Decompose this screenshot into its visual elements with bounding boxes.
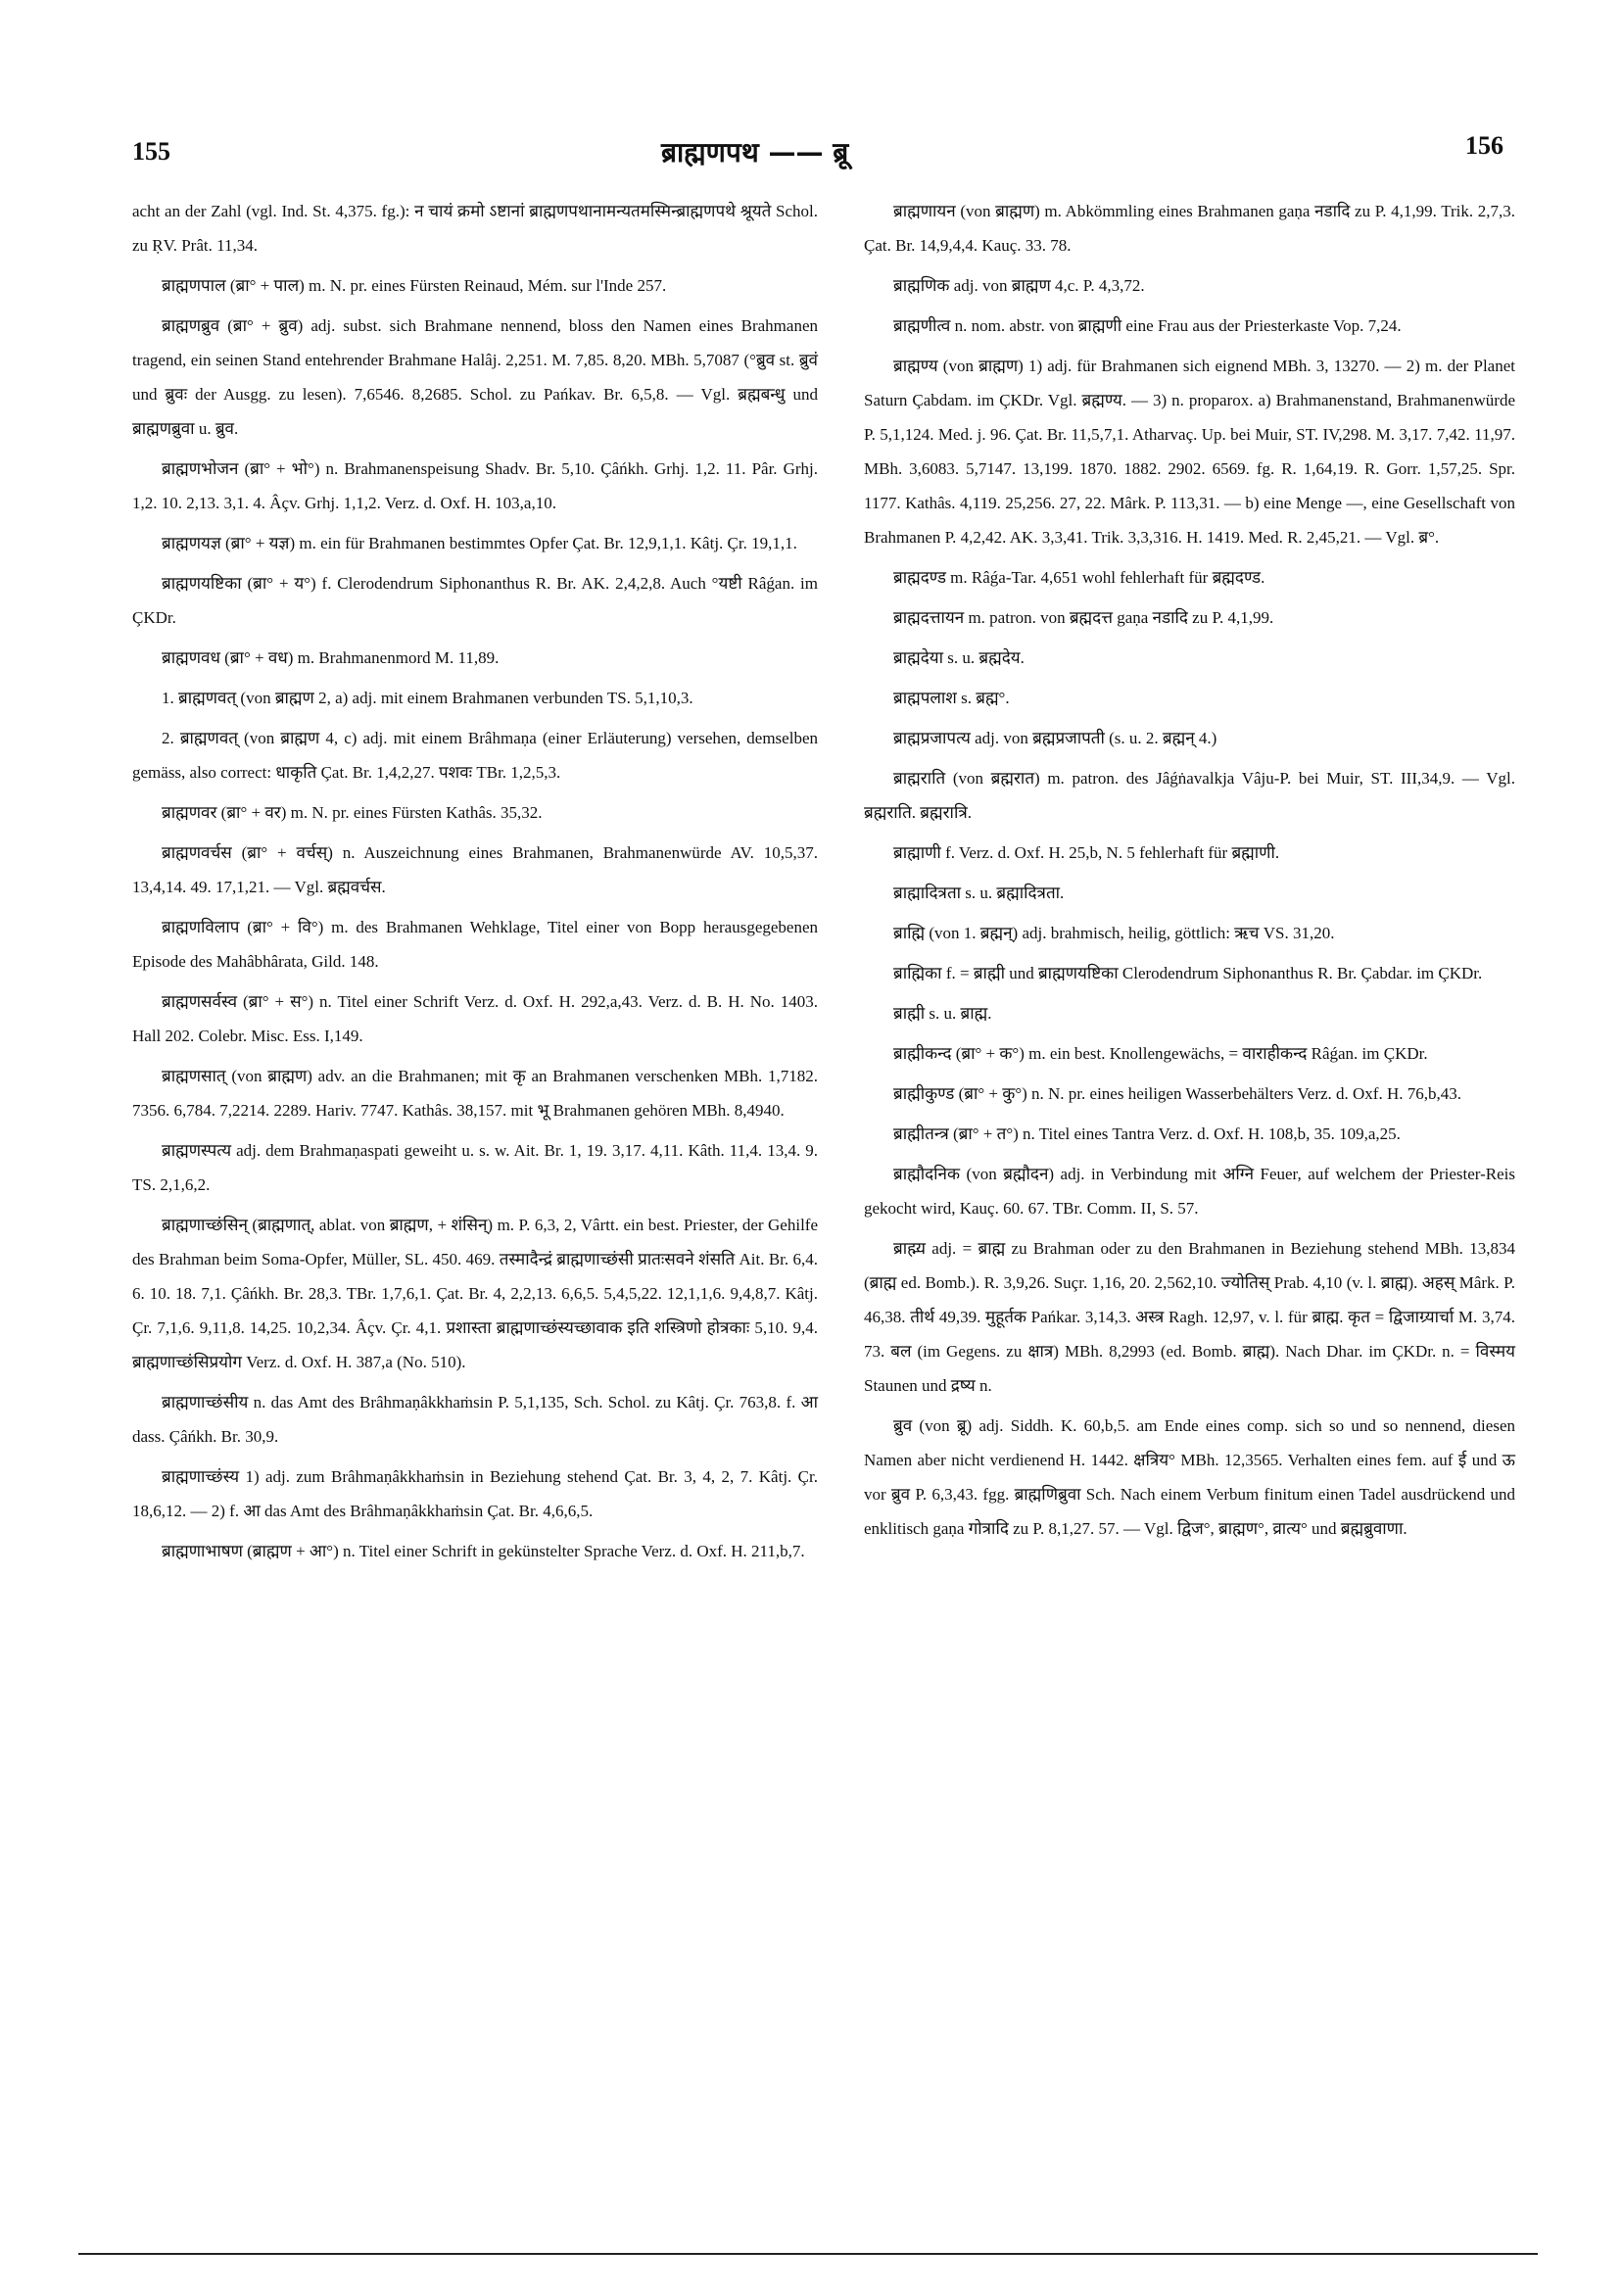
dictionary-entry: ब्राह्मीतन्त्र (ब्रा° + त°) n. Titel eines Tantra Verz. d. Oxf. H. 108,b, 35. 109,a,25.: [893, 1124, 1401, 1143]
dictionary-entry: ब्राह्मणवर (ब्रा° + वर) m. N. pr. eines Fürsten Kathâs. 35,32.: [162, 803, 543, 822]
dictionary-entry: ब्राह्मणाच्छंसीय n. das Amt des Brâhmaṇâkkhaṁsin P. 5,1,135, Sch. Schol. zu Kâtj. Çr. 763,8. f. आ dass. Çâńkh. Br. 30,9.: [132, 1393, 818, 1446]
dictionary-entry: ब्राह्मणपाल (ब्रा° + पाल) m. N. pr. eines Fürsten Reinaud, Mém. sur l'Inde 257.: [162, 276, 667, 295]
dictionary-entry: ब्राह्मदेया s. u. ब्रह्मदेय.: [893, 648, 1025, 667]
dictionary-entry: ब्राह्मपलाश s. ब्रह्म°.: [893, 689, 1010, 707]
dictionary-entry: ब्राह्मणायन (von ब्राह्मण) m. Abkömmling eines Brahmanen gaṇa नडादि zu P. 4,1,99. Trik. 2,7,3. Çat. Br. 14,9,4,4. Kauç. 33. 78.: [864, 202, 1515, 255]
dictionary-entry: ब्राह्मणयज्ञ (ब्रा° + यज्ञ) m. ein für Brahmanen bestimmtes Opfer Çat. Br. 12,9,1,1. Kâtj. Çr. 19,1,1.: [162, 534, 797, 552]
dictionary-entry: ब्राह्मण्य (von ब्राह्मण) 1) adj. für Brahmanen sich eignend MBh. 3, 13270. — 2) m. der Planet Saturn Çabdam. im ÇKDr. Vgl. ब्रह्मण्य. — 3) n. proparox. a) Brahmanenstand, Brahmanenwürde P. 5,1,124. Med. j. 96. Çat. Br. 11,5,7,1. Atharvaç. Up. bei Muir, ST. IV,298. M. 3,17. 7,42. 11,97. MBh. 3,6083. 5,7147. 13,199. 1870. 1882. 2902. 6569. fg. R. 1,64,19. R. Gorr. 1,57,25. Spr. 1177. Kathâs. 4,119. 25,256. 27, 22. Mârk. P. 113,31. — b) eine Menge —, eine Gesellschaft von Brahmanen P. 4,2,42. AK. 3,3,41. Trik. 3,3,316. H. 1419. Med. R. 2,45,21. — Vgl. ब्र°.: [864, 357, 1515, 547]
dictionary-entry: ब्राह्मौदनिक (von ब्रह्मौदन) adj. in Verbindung mit अग्नि Feuer, auf welchem der Priester-Reis gekocht wird, Kauç. 60. 67. TBr. Comm. II, S. 57.: [864, 1165, 1515, 1218]
right-column: [864, 194, 1515, 1552]
page-number-left: 155: [132, 137, 170, 166]
dictionary-entry: ब्राह्मराति (von ब्रह्मरात) m. patron. des Jâǵṅavalkja Vâju-P. bei Muir, ST. III,34,9. — Vgl. ब्रह्मराति. ब्रह्मरात्रि.: [864, 769, 1515, 822]
dictionary-entry: ब्राह्मिका f. = ब्राह्मी und ब्राह्मणयष्टिका Clerodendrum Siphonanthus R. Br. Çabdar. im ÇKDr.: [893, 964, 1483, 982]
running-head: ब्राह्मणपथ —— ब्रू: [661, 136, 849, 168]
dictionary-entry: ब्राह्मप्रजापत्य adj. von ब्रह्मप्रजापती (s. u. 2. ब्रह्मन् 4.): [893, 729, 1217, 747]
page-number-right: 156: [1465, 131, 1503, 160]
dictionary-entry: ब्राह्मणविलाप (ब्रा° + वि°) m. des Brahmanen Wehklage, Titel einer von Bopp herausgegebenen Episode des Mahâbhârata, Gild. 148.: [132, 918, 818, 971]
dictionary-entry: ब्राह्मणब्रुव (ब्रा° + ब्रुव) adj. subst. sich Brahmane nennend, bloss den Namen eines Brahmanen tragend, ein seinen Stand entehrender Brahmane Halâj. 2,251. M. 7,85. 8,20. MBh. 5,7087 (°ब्रुव st. ब्रुवं und ब्रुवः der Ausgg. zu lesen). 7,6546. 8,2685. Schol. zu Pańkav. Br. 6,5,8. — Vgl. ब्रह्मबन्धु und ब्राह्मणब्रुवा u. ब्रुव.: [132, 316, 818, 438]
dictionary-entry: ब्राह्मणाभाषण (ब्राह्मण + आ°) n. Titel einer Schrift in gekünstelter Sprache Verz. d. Oxf. H. 211,b,7.: [162, 1542, 805, 1560]
dictionary-entry: ब्राह्मणसात् (von ब्राह्मण) adv. an die Brahmanen; mit कृ an Brahmanen verschenken MBh. 1,7182. 7356. 6,784. 7,2214. 2289. Hariv. 7747. Kathâs. 38,157. mit भू Brahmanen gehören MBh. 8,4940.: [132, 1067, 818, 1120]
dictionary-entry: ब्राह्माणी f. Verz. d. Oxf. H. 25,b, N. 5 fehlerhaft für ब्रह्माणी.: [893, 843, 1280, 862]
dictionary-entry: ब्राह्मणयष्टिका (ब्रा° + य°) f. Clerodendrum Siphonanthus R. Br. AK. 2,4,2,8. Auch °यष्टी Râǵan. im ÇKDr.: [132, 574, 818, 627]
dictionary-entry: ब्राह्मणवर्चस (ब्रा° + वर्चस्) n. Auszeichnung eines Brahmanen, Brahmanenwürde AV. 10,5,37. 13,4,14. 49. 17,1,21. — Vgl. ब्रह्मवर्चस.: [132, 843, 818, 896]
dictionary-entry: 2. ब्राह्मणवत् (von ब्राह्मण 4, c) adj. mit einem Brâhmaṇa (einer Erläuterung) versehen, demselben gemäss, also correct: धाकृति Çat. Br. 1,4,2,27. पशवः TBr. 1,2,5,3.: [132, 729, 818, 782]
left-column: [132, 194, 818, 1574]
dictionary-entry: ब्राह्मणवध (ब्रा° + वध) m. Brahmanenmord M. 11,89.: [162, 648, 500, 667]
dictionary-entry: ब्राह्मणस्पत्य adj. dem Brahmaṇaspati geweiht u. s. w. Ait. Br. 1, 19. 3,17. 4,11. Kâth. 11,4. 13,4. 9. TS. 2,1,6,2.: [132, 1141, 818, 1194]
dictionary-entry: ब्रुव (von ब्रू) adj. Siddh. K. 60,b,5. am Ende eines comp. sich so und so nennend, diesen Namen aber nicht verdienend H. 1442. क्षत्रिय° MBh. 12,3565. Verhalten eines fem. auf ई und ऊ vor ब्रुव P. 6,3,43. fgg. ब्राह्मणिब्रुवा Sch. Nach einem Verbum finitum einen Tadel ausdrückend und enklitisch gaṇa गोत्रादि zu P. 8,1,27. 57. — Vgl. द्विज°, ब्राह्मण°, व्रात्य° und ब्रह्मब्रुवाणा.: [864, 1416, 1515, 1538]
dictionary-entry: ब्राह्मणिक adj. von ब्राह्मण 4,c. P. 4,3,72.: [893, 276, 1145, 295]
dictionary-entry: ब्राह्मदण्ड m. Râǵa-Tar. 4,651 wohl fehlerhaft für ब्रह्मदण्ड.: [893, 568, 1265, 587]
dictionary-entry: ब्राह्मणभोजन (ब्रा° + भो°) n. Brahmanenspeisung Shadv. Br. 5,10. Çâńkh. Grhj. 1,2. 11. Pâr. Grhj. 1,2. 10. 2,13. 3,1. 4. Âçv. Grhj. 1,1,2. Verz. d. Oxf. H. 103,a,10.: [132, 459, 818, 512]
page-header: [132, 125, 1503, 174]
dictionary-entry: ब्राह्मणाच्छंस्य 1) adj. zum Brâhmaṇâkkhaṁsin in Beziehung stehend Çat. Br. 3, 4, 2, 7. Kâtj. Çr. 18,6,12. — 2) f. आ das Amt des Brâhmaṇâkkhaṁsin Çat. Br. 4,6,6,5.: [132, 1467, 818, 1520]
dictionary-entry: acht an der Zahl (vgl. Ind. St. 4,375. fg.): न चायं क्रमो ऽष्टानां ब्राह्मणपथानामन्यतमस्मिन्ब्राह्मणपथे श्रूयते Schol. zu ṚV. Prât. 11,34.: [132, 202, 818, 255]
dictionary-entry: 1. ब्राह्मणवत् (von ब्राह्मण 2, a) adj. mit einem Brahmanen verbunden TS. 5,1,10,3.: [162, 689, 693, 707]
dictionary-entry: ब्राह्मी s. u. ब्राह्म.: [893, 1004, 992, 1023]
dictionary-entry: ब्राह्मि (von 1. ब्रह्मन्) adj. brahmisch, heilig, göttlich: ऋच VS. 31,20.: [893, 924, 1335, 942]
dictionary-entry: ब्राह्मणाच्छंसिन् (ब्राह्मणात्, ablat. von ब्राह्मण, + शंसिन्) m. P. 6,3, 2, Vârtt. ein best. Priester, der Gehilfe des Brahman beim Soma-Opfer, Müller, SL. 450. 469. तस्मादैन्द्रं ब्राह्मणाच्छंसी प्रातःसवने शंसति Ait. Br. 6,4. 6. 10. 18. 7,1. Çâńkh. Br. 28,3. TBr. 1,7,6,1. Çat. Br. 4, 2,2,13. 6,6,5. 5,4,5,22. 12,1,1,6. 9,4,8,7. Kâtj. Çr. 7,1,6. 9,11,8. 14,25. 10,2,34. Âçv. Çr. 4,1. प्रशास्ता ब्राह्मणाच्छंस्यच्छावाक इति शस्त्रिणो होत्रकाः 5,10. 9,4. ब्राह्मणाच्छंसिप्रयोग Verz. d. Oxf. H. 387,a (No. 510).: [132, 1216, 818, 1371]
bottom-rule: [78, 2253, 1538, 2255]
dictionary-entry: ब्राह्मीकुण्ड (ब्रा° + कु°) n. N. pr. eines heiligen Wasserbehälters Verz. d. Oxf. H. 76,b,43.: [893, 1084, 1461, 1103]
dictionary-entry: ब्राह्मदत्तायन m. patron. von ब्रह्मदत्त gaṇa नडादि zu P. 4,1,99.: [893, 608, 1274, 627]
dictionary-entry: ब्राह्मणसर्वस्व (ब्रा° + स°) n. Titel einer Schrift Verz. d. Oxf. H. 292,a,43. Verz. d. B. H. No. 1403. Hall 202. Colebr. Misc. Ess. I,149.: [132, 992, 818, 1045]
dictionary-entry: ब्राह्मीकन्द (ब्रा° + क°) m. ein best. Knollengewächs, = वाराहीकन्द Râǵan. im ÇKDr.: [893, 1044, 1428, 1063]
dictionary-entry: ब्राह्मणीत्व n. nom. abstr. von ब्राह्मणी eine Frau aus der Priesterkaste Vop. 7,24.: [893, 316, 1402, 335]
dictionary-entry: ब्राह्मादित्रता s. u. ब्रह्मादित्रता.: [893, 884, 1065, 902]
dictionary-entry: ब्राह्म्य adj. = ब्राह्म zu Brahman oder zu den Brahmanen in Beziehung stehend MBh. 13,834 (ब्राह्म ed. Bomb.). R. 3,9,26. Suçr. 1,16, 20. 2,562,10. ज्योतिस् Prab. 4,10 (v. l. ब्राह्म). अहस् Mârk. P. 46,38. तीर्थ 49,39. मुहूर्तक Pańkar. 3,14,3. अस्त्र Ragh. 12,97, v. l. für ब्राह्म. कृत = द्विजाग्र्यार्चा M. 3,74. 73. बल (im Gegens. zu क्षात्र) MBh. 8,2993 (ed. Bomb. ब्राह्म). Nach Dhar. im ÇKDr. n. = विस्मय Staunen und द्रष्य n.: [864, 1239, 1515, 1395]
